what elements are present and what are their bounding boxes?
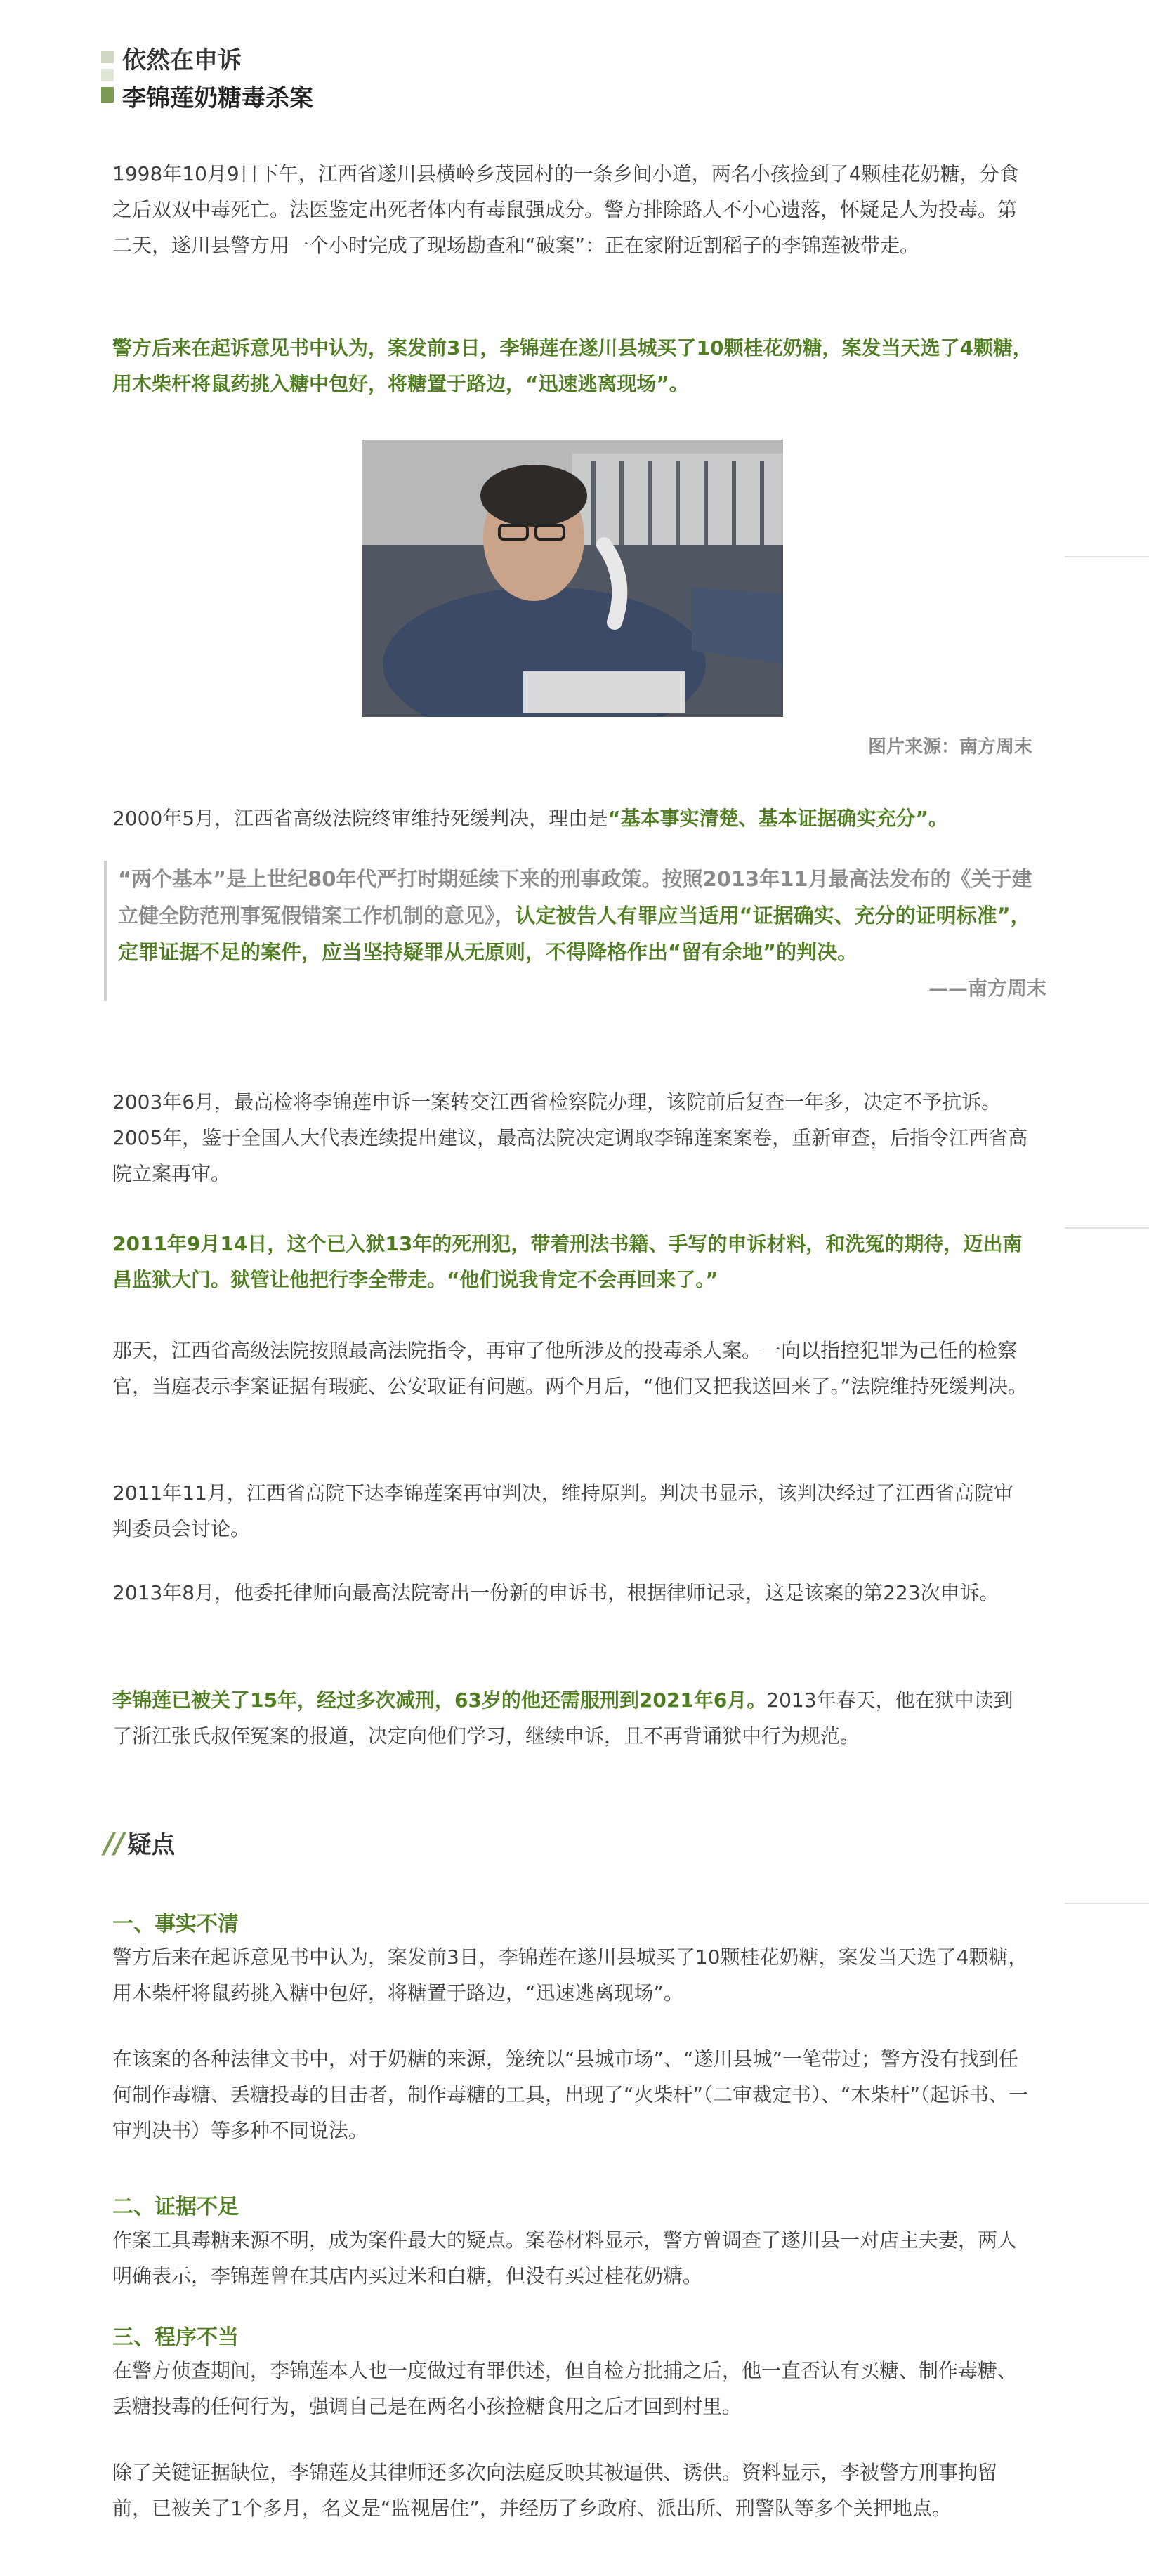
paragraph: 2011年11月，江西省高院下达李锦莲案再审判决，维持原判。判决书显示，该判决经过了江西省高院审判委员会讨论。: [112, 1481, 1013, 1540]
divider-line: [1065, 1227, 1149, 1229]
paragraph: 那天，江西省高级法院按照最高法院指令，再审了他所涉及的投毒杀人案。一向以指控犯罪为己任的检察官，当庭表示李案证据有瑕疵、公安取证有问题。两个月后，“他们又把我送回来了。”法院维持死缓判决。: [112, 1339, 1028, 1398]
quote-gray-text: “两个基本”是上世纪80年代严打时期延续下来的刑事政策。按照2013年11月最高法发布的《关于建立健全防范刑事冤假错案工作机制的意见》，: [118, 867, 1032, 927]
point-heading: 三、程序不当: [112, 2325, 239, 2350]
section-title: 疑点: [127, 1831, 176, 1859]
paragraph: 除了关键证据缺位，李锦莲及其律师还多次向法庭反映其被逼供、诱供。资料显示，李被警方刑事拘留前，已被关了1个多月，名义是“监视居住”，并经历了乡政府、派出所、刑警队等多个关押地点。: [112, 2461, 998, 2520]
point-heading: 一、事实不清: [112, 1912, 239, 1936]
paragraph: 在警方侦查期间，李锦莲本人也一度做过有罪供述，但自检方批捕之后，他一直否认有买糖、制作毒糖、丢糖投毒的任何行为，强调自己是在两名小孩捡糖食用之后才回到村里。: [112, 2359, 1018, 2418]
quote-text: [118, 861, 1046, 970]
paragraph: 在该案的各种法律文书中，对于奶糖的来源，笼统以“县城市场”、“遂川县城”一笔带过；警方没有找到任何制作毒糖、丢糖投毒的目击者，制作毒糖的工具，出现了“火柴杆”（二审裁定书）、“木柴杆”（起诉书、一审判决书）等多种不同说法。: [112, 2047, 1029, 2142]
paragraph: 作案工具毒糖来源不明，成为案件最大的疑点。案卷材料显示，警方曾调查了遂川县一对店主夫妻，两人明确表示，李锦莲曾在其店内买过米和白糖，但没有买过桂花奶糖。: [112, 2228, 1018, 2287]
header-subtitle: 李锦莲奶糖毒杀案: [122, 84, 313, 112]
section-heading: [104, 1825, 175, 1860]
paragraph: 1998年10月9日下午，江西省遂川县横岭乡茂园村的一条乡间小道，两名小孩捡到了4颗桂花奶糖，分食之后双双中毒死亡。法医鉴定出死者体内有毒鼠强成分。警方排除路人不小心遗落，怀疑是人为投毒。第二天，遂川县警方用一个小时完成了现场勘查和“破案”：正在家附近割稻子的李锦莲被带走。: [112, 162, 1019, 257]
header-decoration: [101, 87, 114, 103]
paragraph: [112, 800, 1032, 836]
news-photo: [362, 440, 783, 717]
blockquote: [104, 861, 1046, 1001]
photo-credit: 图片来源：南方周末: [867, 737, 1032, 758]
paragraph-text: 2013年春天，他在狱中读到了浙江张氏叔侄冤案的报道，决定向他们学习，继续申诉，且不再背诵狱中行为规范。: [112, 1689, 1013, 1748]
paragraph: 2003年6月，最高检将李锦莲申诉一案转交江西省检察院办理，该院前后复查一年多，决定不予抗诉。2005年，鉴于全国人大代表连续提出建议，最高法院决定调取李锦莲案案卷，重新审查，后指令江西省高院立案再审。: [112, 1090, 1028, 1185]
divider-line: [1065, 1903, 1149, 1904]
header-decoration: [101, 51, 114, 63]
paragraph: 警方后来在起诉意见书中认为，案发前3日，李锦莲在遂川县城买了10颗桂花奶糖，案发当天选了4颗糖，用木柴杆将鼠药挑入糖中包好，将糖置于路边，“迅速逃离现场”。: [112, 1946, 1028, 2004]
quote-source: ——南方周末: [928, 977, 1046, 1000]
paragraph-text: 2000年5月，江西省高级法院终审维持死缓判决，理由是: [112, 807, 608, 830]
point-heading: 二、证据不足: [112, 2195, 239, 2219]
header-title: 依然在申诉: [122, 46, 242, 74]
highlight-paragraph: 警方后来在起诉意见书中认为，案发前3日，李锦莲在遂川县城买了10颗桂花奶糖，案发当天选了4颗糖，用木柴杆将鼠药挑入糖中包好，将糖置于路边，“迅速逃离现场”。: [112, 336, 1032, 395]
header-decoration: [101, 69, 114, 81]
section-mark-icon: //: [104, 1828, 125, 1860]
divider-line: [1065, 556, 1149, 557]
paragraph-highlight: “基本事实清楚、基本证据确实充分”。: [608, 807, 948, 830]
paragraph: 2013年8月，他委托律师向最高法院寄出一份新的申诉书，根据律师记录，这是该案的第223次申诉。: [112, 1581, 999, 1604]
highlight-paragraph: 2011年9月14日，这个已入狱13年的死刑犯，带着刑法书籍、手写的申诉材料，和洗冤的期待，迈出南昌监狱大门。狱管让他把行李全带走。“他们说我肯定不会再回来了。”: [112, 1232, 1023, 1291]
quote-green-text: 认定被告人有罪应当适用“证据确实、充分的证明标准”，定罪证据不足的案件，应当坚持疑罪从无原则，不得降格作出“留有余地”的判决。: [118, 904, 1031, 964]
paragraph-highlight: 李锦莲已被关了15年，经过多次减刑，63岁的他还需服刑到2021年6月。: [112, 1689, 767, 1712]
paragraph: [112, 1682, 1032, 1754]
